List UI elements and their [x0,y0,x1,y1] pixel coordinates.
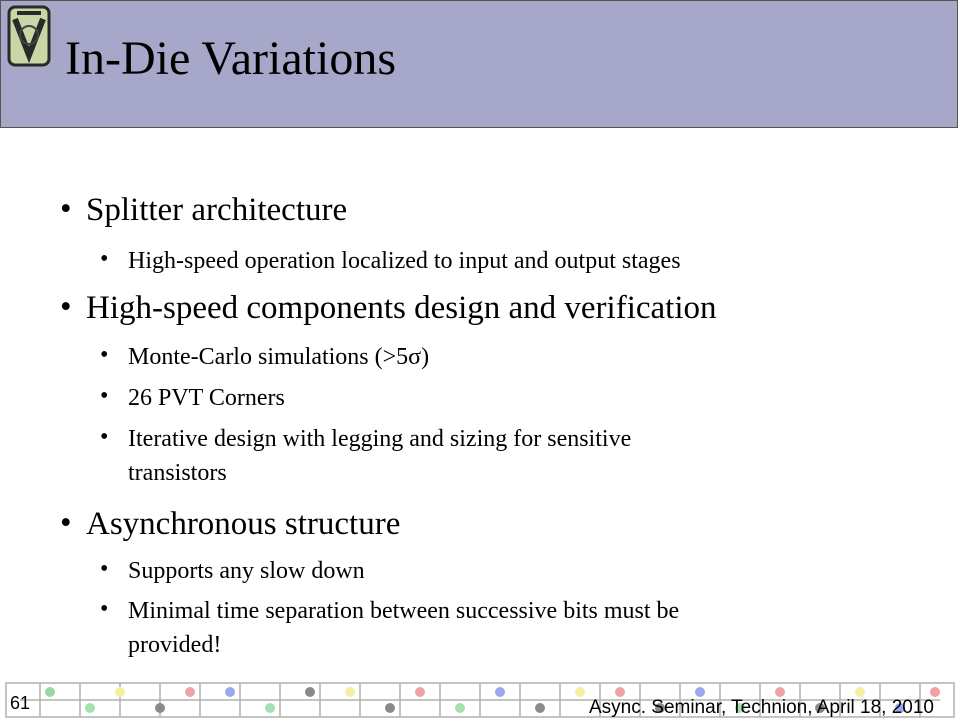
bullet-dot: • [100,383,109,409]
bullet-level2: 26 PVT Corners [128,385,285,411]
bullet-level1: Splitter architecture [86,192,348,228]
slide-title: In-Die Variations [65,32,397,85]
bullet-dot: • [100,342,109,368]
bullet-level1: Asynchronous structure [86,506,401,542]
bullet-level2: Supports any slow down [128,558,365,584]
bullet-level2: Iterative design with legging and sizing for sensitive [128,426,632,452]
bullet-dot: • [100,424,109,450]
bullet-dot: • [60,191,72,227]
bullet-level2: High-speed operation localized to input and output stages [128,248,681,274]
slide-number: 61 [10,693,31,713]
bullet-level2: Minimal time separation between successive bits must be [128,598,680,624]
footer-caption: Async. Seminar, Technion, April 18, 2010 [588,697,934,718]
bullet-dot: • [100,596,109,622]
bullet-dot: • [100,246,109,272]
bullet-level2-continuation: provided! [128,632,222,658]
bullet-dot: • [100,556,109,582]
bullet-level1: High-speed components design and verification [86,290,717,326]
bullet-level2: Monte-Carlo simulations (>5σ) [128,344,430,370]
bullet-dot: • [60,505,72,541]
bullet-dot: • [60,289,72,325]
bullet-level2-continuation: transistors [128,460,227,486]
